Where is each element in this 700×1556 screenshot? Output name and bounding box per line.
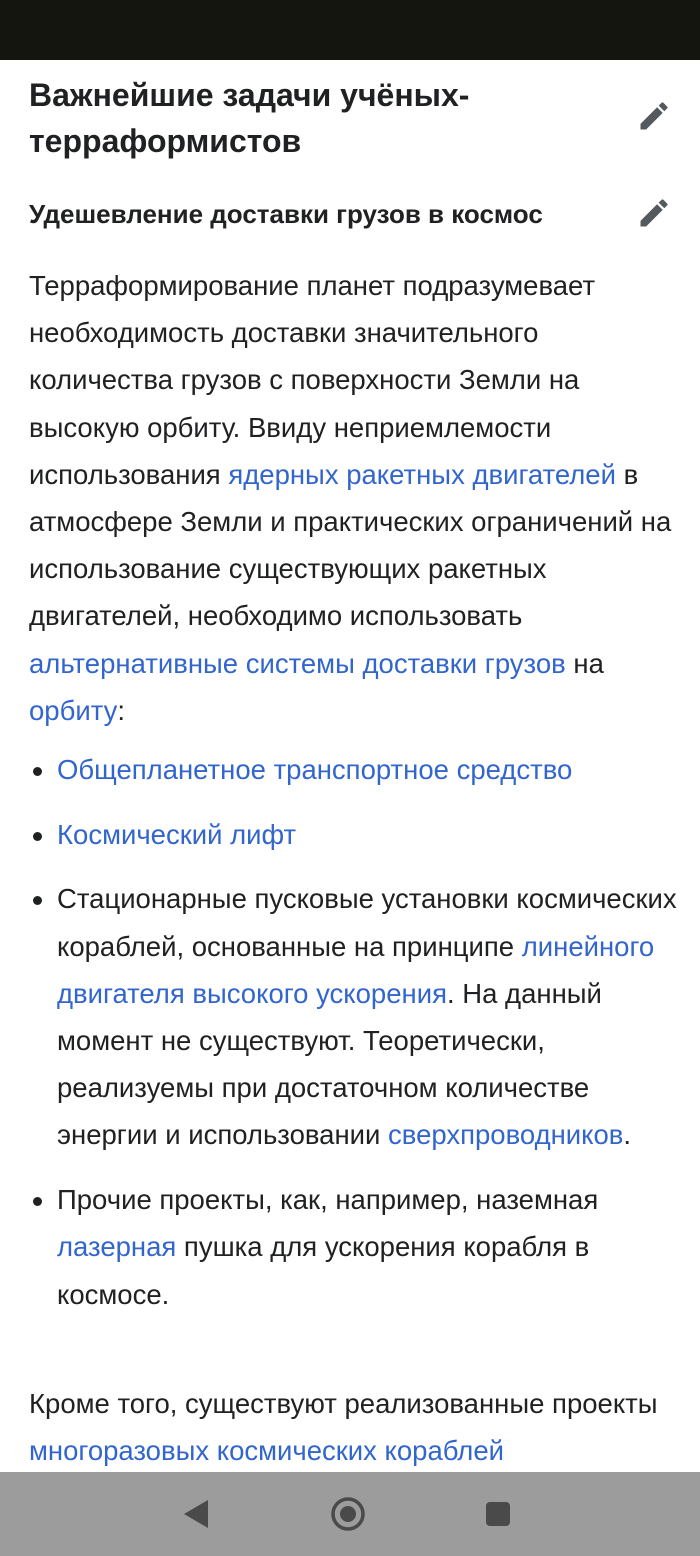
- edit-section-pencil-icon[interactable]: [634, 96, 674, 136]
- list-item-text: .: [623, 1119, 632, 1151]
- paragraph-text: Кроме того, существуют реализованные проекты: [29, 1388, 658, 1419]
- paragraph-reusable-ships: [29, 1380, 679, 1472]
- list-item-text: Прочие проекты, как, например, наземная: [57, 1184, 599, 1216]
- paragraph-text: на: [565, 647, 604, 679]
- list-item: [0, 1176, 700, 1318]
- paragraph-text: Терраформирование планет подразумевает необходимость доставки значительного количества грузов с поверхности Земли на высокую орбиту. Ввиду неприемлемости использования: [29, 270, 596, 490]
- list-item: [0, 875, 700, 1158]
- list-item-text: Стационарные пусковые установки космических кораблей, основанные на принципе: [57, 883, 677, 962]
- delivery-systems-list: [0, 746, 700, 1335]
- bullet-dot: [33, 832, 42, 841]
- bullet-dot: [33, 1197, 42, 1206]
- list-item: [0, 746, 700, 793]
- link-alternative-delivery-systems[interactable]: альтернативные системы доставки грузов: [29, 647, 566, 679]
- link-planetary-transport[interactable]: Общепланетное транспортное средство: [57, 754, 573, 785]
- paragraph-text: в атмосфере Земли и практических ограничений на использование существующих ракетных двигателей, необходимо использовать: [29, 458, 672, 632]
- list-item-text: пушка для ускорения корабля в космосе.: [57, 1231, 590, 1310]
- list-item-text: . На данный момент не существуют. Теоретически, реализуемы при достаточном количестве энергии и использовании: [57, 977, 602, 1151]
- subsection-heading: Удешевление доставки грузов в космос: [29, 199, 543, 229]
- link-laser[interactable]: лазерная: [57, 1231, 177, 1263]
- navigation-bar: [0, 1472, 700, 1556]
- status-bar: [0, 0, 700, 60]
- link-linear-motor[interactable]: линейного двигателя высокого ускорения: [57, 930, 655, 1009]
- link-nuclear-rocket-engines[interactable]: ядерных ракетных двигателей: [228, 458, 616, 490]
- bullet-dot: [33, 896, 42, 905]
- paragraph-cargo-delivery: [29, 262, 679, 734]
- article-content: [0, 60, 700, 1472]
- section-heading: Важнейшие задачи учёных-терраформистов: [29, 77, 470, 159]
- paragraph-text: :: [117, 694, 125, 726]
- recents-square-icon[interactable]: [478, 1494, 518, 1534]
- home-circle-icon[interactable]: [328, 1494, 368, 1534]
- link-superconductors[interactable]: сверхпроводников: [388, 1119, 624, 1151]
- bullet-dot: [33, 767, 42, 776]
- edit-subsection-pencil-icon[interactable]: [634, 193, 674, 233]
- link-reusable-spacecraft[interactable]: многоразовых космических кораблей: [29, 1435, 504, 1467]
- link-space-elevator[interactable]: Космический лифт: [57, 818, 297, 850]
- list-item: [0, 811, 700, 858]
- back-triangle-icon[interactable]: [176, 1494, 216, 1534]
- link-orbit[interactable]: орбиту: [29, 694, 118, 726]
